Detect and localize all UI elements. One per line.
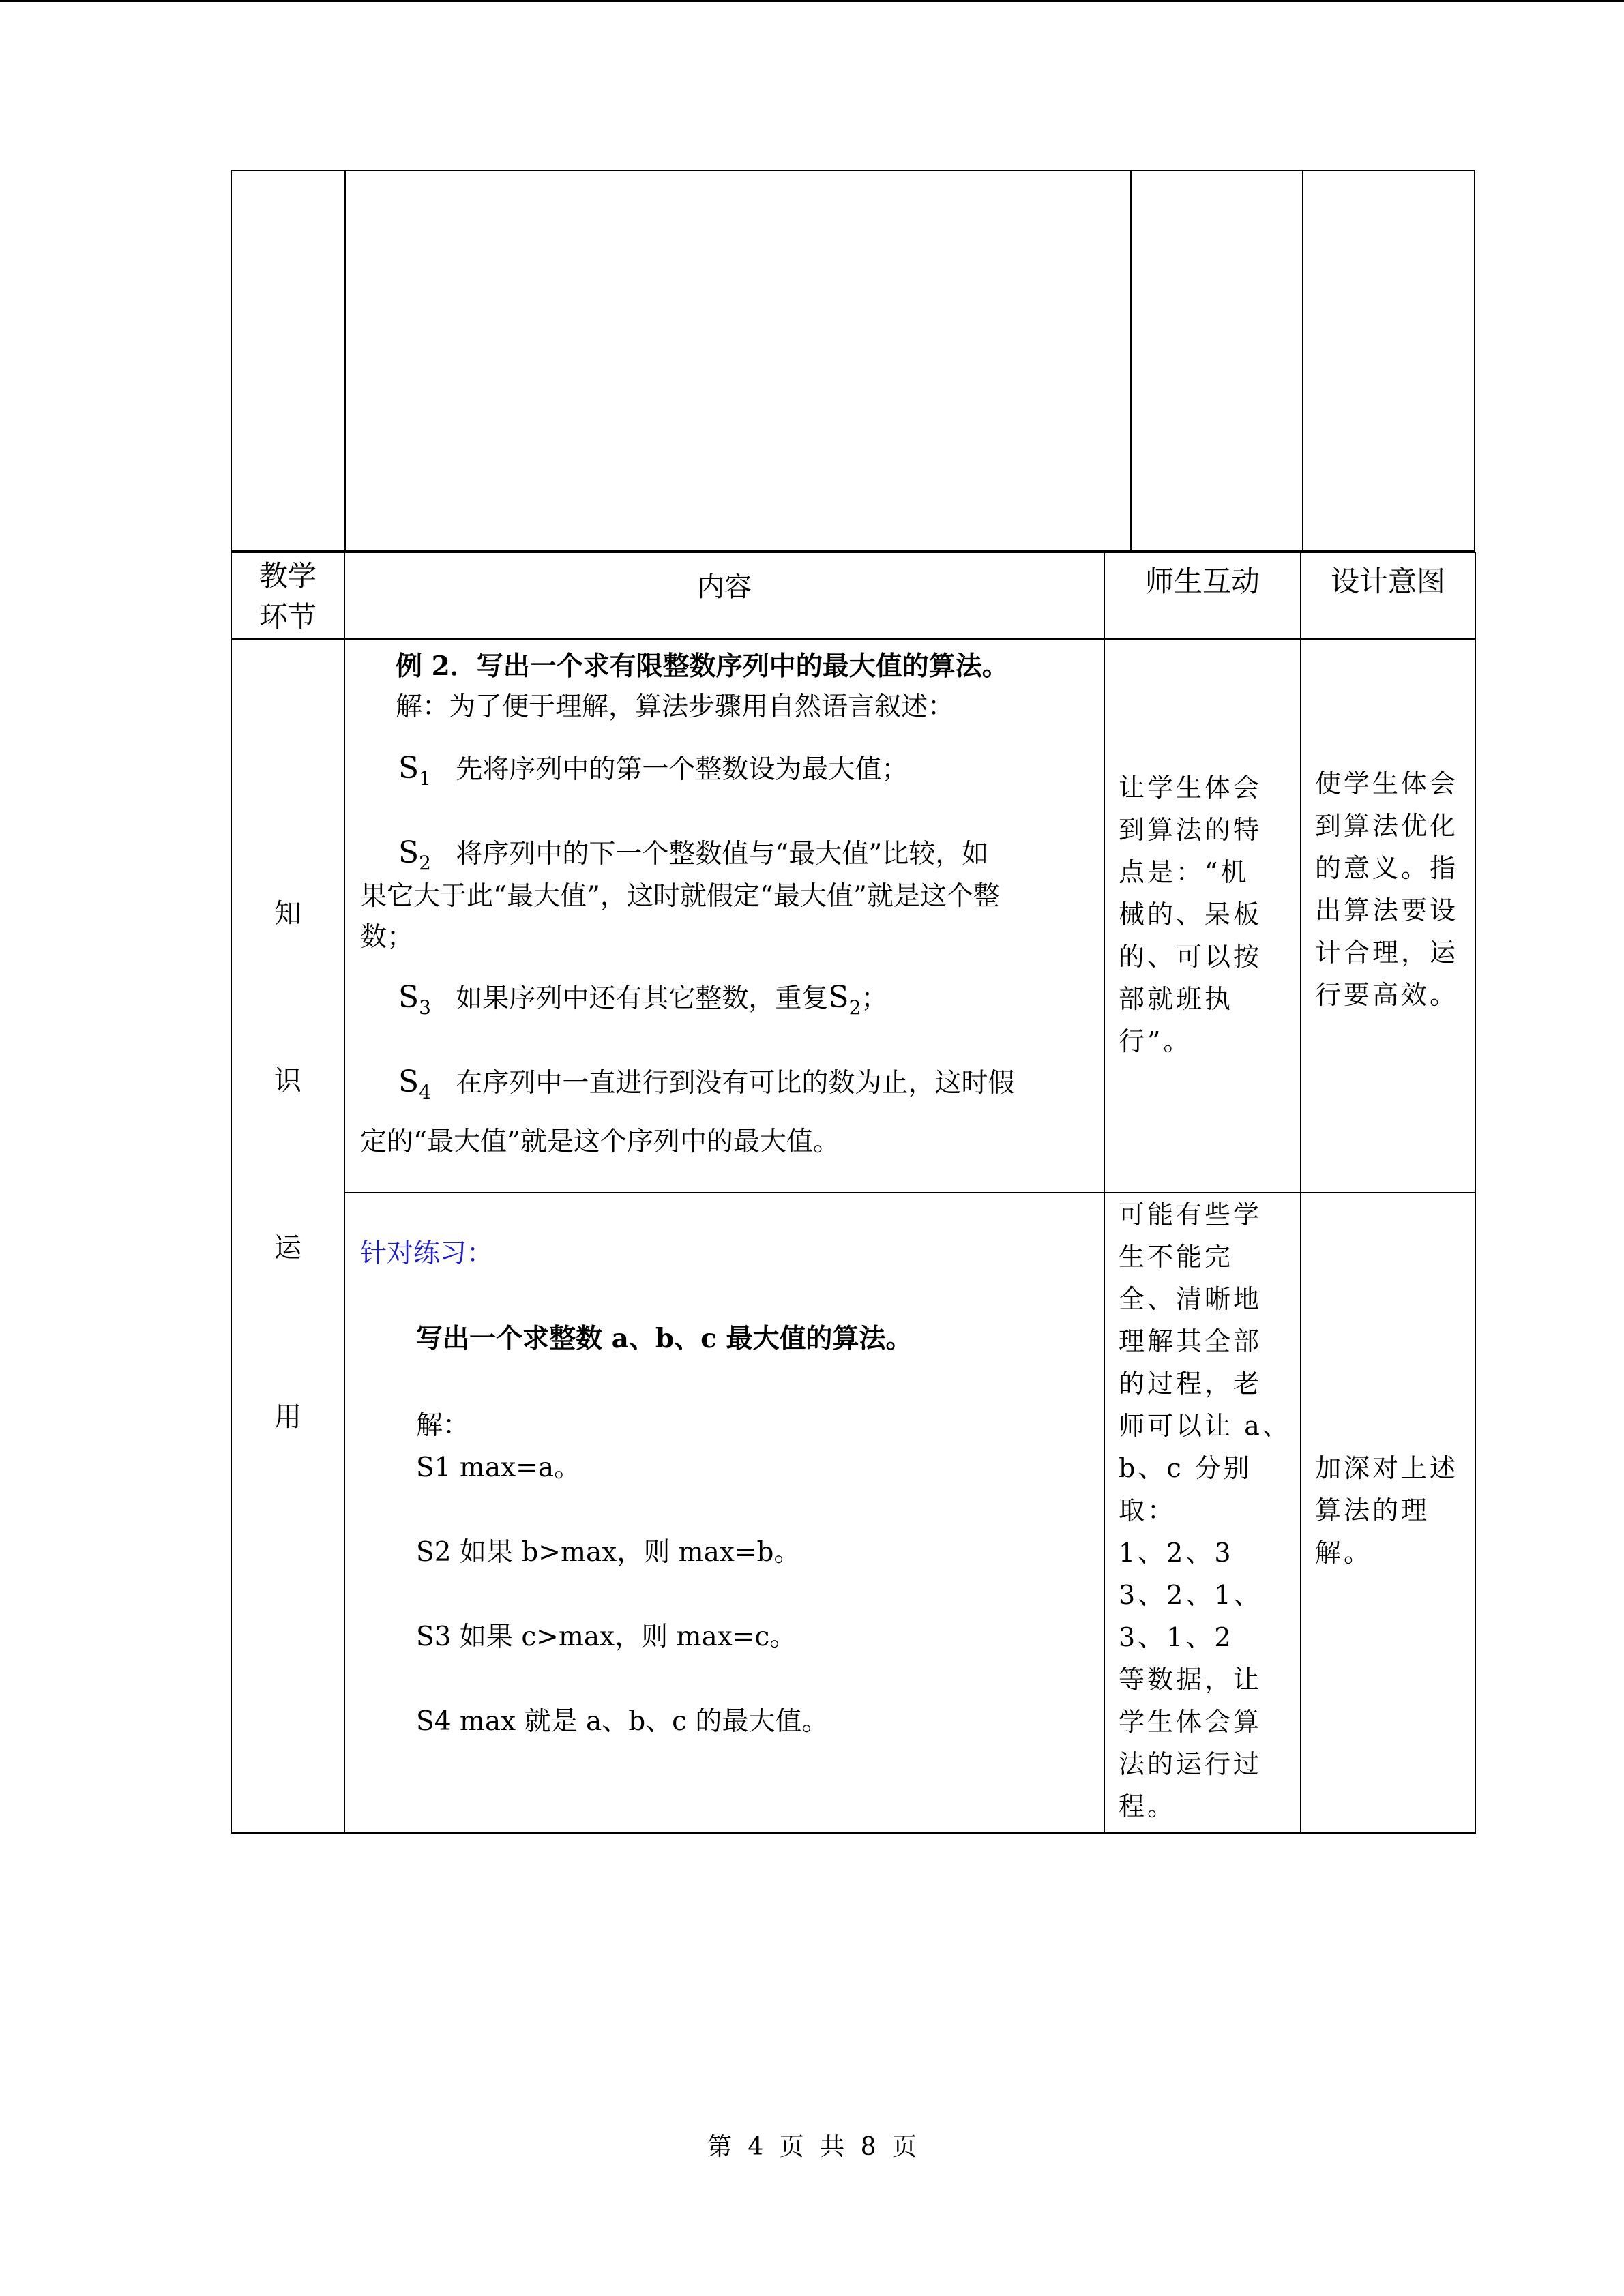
interaction-2-line: 取： [1119,1495,1177,1525]
step-s3-end: ； [861,983,888,1014]
step-s3-ref-sub: 2 [848,996,861,1019]
header-interaction: 师生互动 [1104,552,1301,639]
practice-step-3: S3 如果 c>max，则 max=c。 [416,1622,797,1652]
header-content: 内容 [344,552,1104,639]
interaction-1-line: 到算法的特 [1119,815,1263,845]
interaction-1-line: 部就班执 [1119,984,1234,1014]
interaction-2-line: b、c 分别 [1119,1453,1252,1483]
intent-1-line: 到算法优化 [1315,811,1459,841]
practice-step-4: S4 max 就是 a、b、c 的最大值。 [416,1706,829,1737]
section-char-1: 知 [274,898,301,929]
section-knowledge-application [231,639,344,1833]
header-stage-line2: 环节 [259,600,316,633]
interaction-2-line: 法的运行过 [1119,1749,1263,1779]
continued-cell-4 [1303,170,1475,551]
step-s1-text: 先将序列中的第一个整数设为最大值； [456,754,909,785]
step-s3-ref-label: S [828,980,849,1015]
interaction-2-line: 3、2、1、 [1119,1580,1263,1610]
interaction-2-line: 1、2、3 [1119,1538,1234,1568]
practice-cell [344,1193,1104,1833]
intent-2-line: 加深对上述 [1315,1453,1459,1483]
example-title: 例 2．写出一个求有限整数序列中的最大值的算法。 [396,651,1009,682]
step-s3-label: S [398,980,419,1015]
interaction-2-line: 3、1、2 [1119,1622,1234,1652]
step-s2-label: S [398,835,419,870]
practice-answer-label: 解： [416,1410,470,1441]
practice-heading: 针对练习： [360,1238,494,1269]
lesson-table [231,552,1476,1834]
interaction-2-line: 等数据，让 [1119,1665,1263,1695]
interaction-1-text [1119,766,1262,1062]
intent-1-line: 计合理，运 [1315,938,1459,968]
header-stage-line1: 教学 [259,559,316,593]
interaction-2-line: 学生体会算 [1119,1707,1263,1737]
page-footer: 第 4 页 共 8 页 [707,2133,917,2161]
intent-2-text [1315,1447,1458,1574]
interaction-1-line: 械的、呆板 [1119,899,1263,929]
header-teaching-stage [231,552,344,639]
intent-cell-2 [1301,1193,1475,1833]
interaction-cell-1 [1104,639,1301,1193]
step-s2-sub: 2 [419,852,431,874]
intent-1-line: 出算法要设 [1315,895,1459,925]
practice-step-1: S1 max=a。 [416,1452,581,1483]
step-s2-text-a: 将序列中的下一个整数值与“最大值”比较，如 [456,839,989,869]
section-char-4: 用 [274,1401,301,1433]
practice-step-2: S2 如果 b>max，则 max=b。 [416,1537,801,1568]
step-s1-label: S [398,751,419,786]
interaction-1-line: 让学生体会 [1119,773,1263,803]
interaction-2-line: 理解其全部 [1119,1326,1263,1356]
step-s4-text-a: 在序列中一直进行到没有可比的数为止，这时假 [456,1068,1015,1099]
step-s3-sub: 3 [419,996,431,1019]
interaction-1-line: 点是：“机 [1119,857,1250,887]
intent-2-line: 解。 [1315,1538,1373,1568]
example-intro: 解：为了便于理解，算法步骤用自然语言叙述： [396,691,955,722]
step-s4-label: S [398,1064,419,1099]
intent-1-line: 行要高效。 [1315,980,1459,1010]
interaction-1-line: 行”。 [1119,1026,1192,1056]
intent-1-text [1315,762,1458,1016]
interaction-2-line: 全、清晰地 [1119,1284,1263,1314]
continued-cell-3 [1131,170,1303,551]
header-design-intent: 设计意图 [1301,552,1475,639]
step-s2 [398,832,1104,878]
intent-1-line: 的意义。指 [1315,853,1459,883]
page-top-border [0,0,1624,2]
step-s1-sub: 1 [419,767,431,790]
interaction-cell-2 [1104,1193,1301,1833]
step-s3-text: 如果序列中还有其它整数，重复 [456,983,829,1014]
interaction-2-line: 生不能完 [1119,1242,1234,1272]
step-s2-text-c: 数； [360,922,414,953]
interaction-2-line: 程。 [1119,1791,1177,1821]
interaction-1-line: 的、可以按 [1119,942,1263,972]
step-s3 [398,976,1104,1022]
example-cell [344,639,1104,1193]
practice-question: 写出一个求整数 a、b、c 最大值的算法。 [416,1323,913,1354]
step-s4-text-b: 定的“最大值”就是这个序列中的最大值。 [360,1127,840,1157]
interaction-2-text [1119,1193,1291,1828]
section-char-2: 识 [274,1065,301,1097]
intent-2-line: 算法的理 [1315,1495,1430,1525]
section-char-3: 运 [274,1232,301,1264]
continued-cell-1 [231,170,345,551]
step-s2-text-b: 果它大于此“最大值”，这时就假定“最大值”就是这个整 [360,881,1000,912]
intent-cell-1 [1301,639,1475,1193]
step-s1 [398,747,1104,793]
continued-table [231,170,1475,552]
step-s4 [398,1061,1104,1107]
interaction-2-line: 可能有些学 [1119,1199,1263,1229]
continued-cell-2 [345,170,1131,551]
interaction-2-line: 的过程，老 [1119,1369,1263,1399]
interaction-2-line: 师可以让 a、 [1119,1411,1291,1441]
intent-1-line: 使学生体会 [1315,769,1459,799]
step-s4-sub: 4 [419,1081,431,1103]
